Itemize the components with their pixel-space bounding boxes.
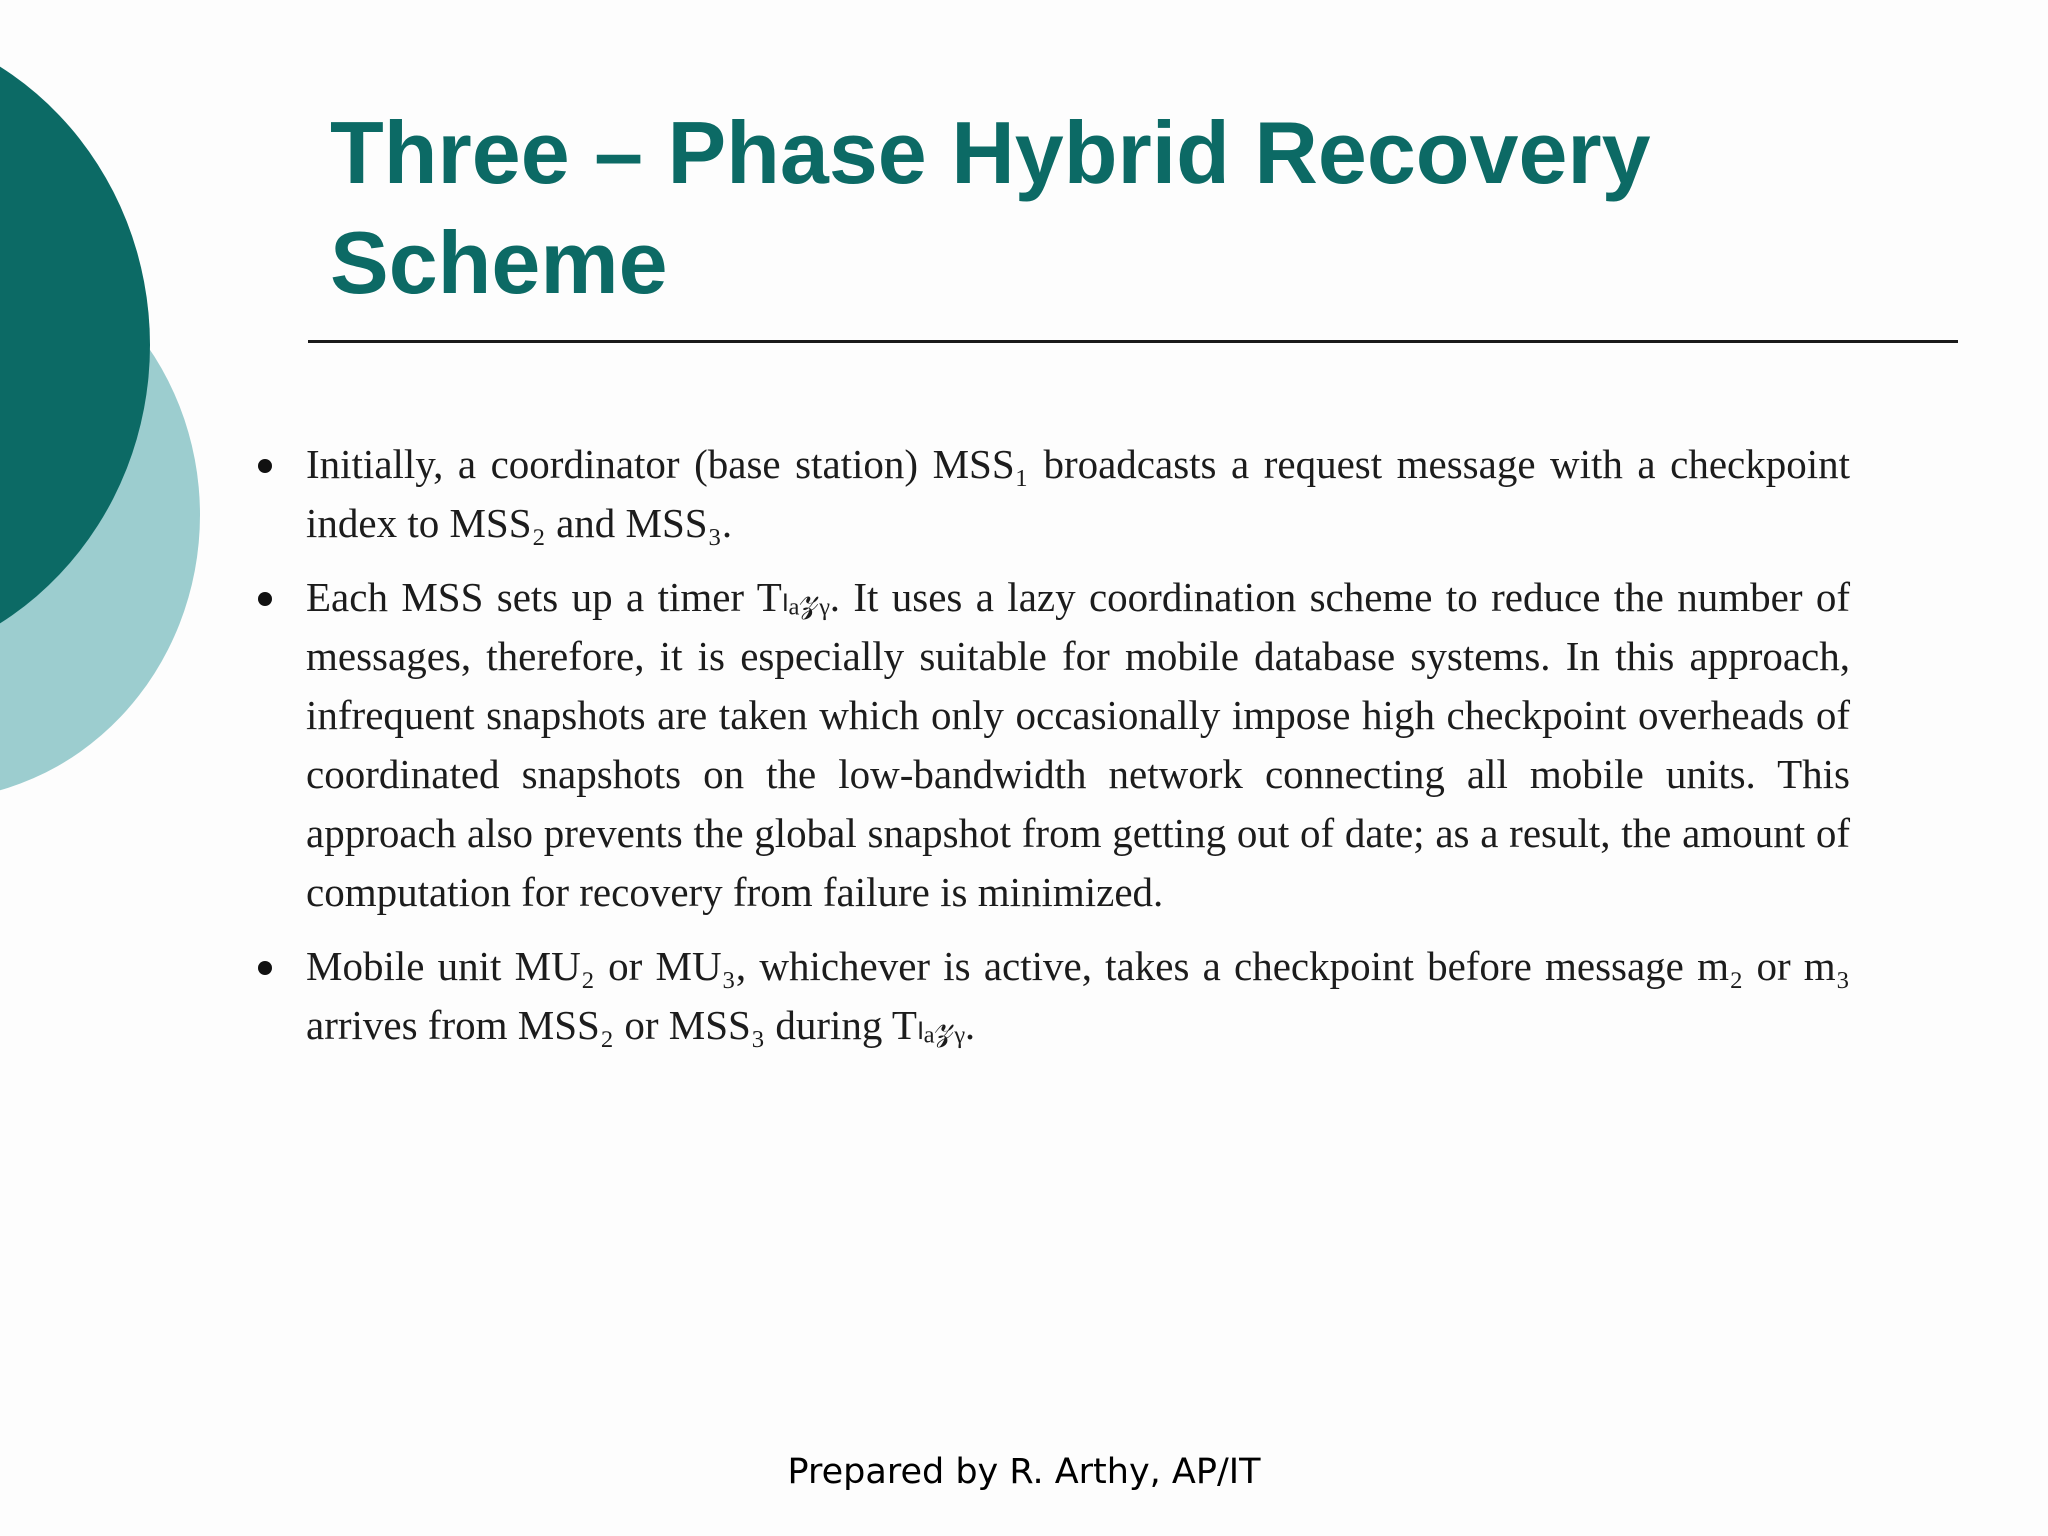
title-divider (308, 340, 1958, 343)
bullet-text: Each MSS sets up a timer Tₗₐ𝓏ᵧ. It uses a lazy coordination scheme to reduce the number of messages, therefore, it is especially suitable for mobile database systems. In this approach, infrequent snapshots are taken which only occasionally impose high checkpoint overheads of coordinated snapshots on the low-bandwidth network connecting all mobile units. This approach also prevents the global snapshot from getting out of date; as a result, the amount of computation for recovery from failure is minimized. (306, 574, 1850, 915)
slide-footer: Prepared by R. Arthy, AP/IT (787, 1452, 1261, 1492)
slide-title-line-1: Three – Phase Hybrid Recovery (330, 103, 1651, 202)
bullet-item (250, 937, 1850, 1055)
bullet-item (250, 435, 1850, 553)
slide-title (330, 98, 1930, 318)
bullet-text: Initially, a coordinator (base station) MSS₁ broadcasts a request message with a checkpoint index to MSS₂ and MSS₃. (306, 441, 1850, 546)
bullet-list (250, 435, 1850, 1055)
bullet-item (250, 568, 1850, 922)
bullet-dot-icon (258, 459, 272, 473)
bullet-text: Mobile unit MU₂ or MU₃, whichever is active, takes a checkpoint before message m₂ or m₃ arrives from MSS₂ or MSS₃ during Tₗₐ𝓏ᵧ. (306, 943, 1850, 1048)
bullet-dot-icon (258, 961, 272, 975)
bullet-dot-icon (258, 592, 272, 606)
slide-title-line-2: Scheme (330, 213, 668, 312)
